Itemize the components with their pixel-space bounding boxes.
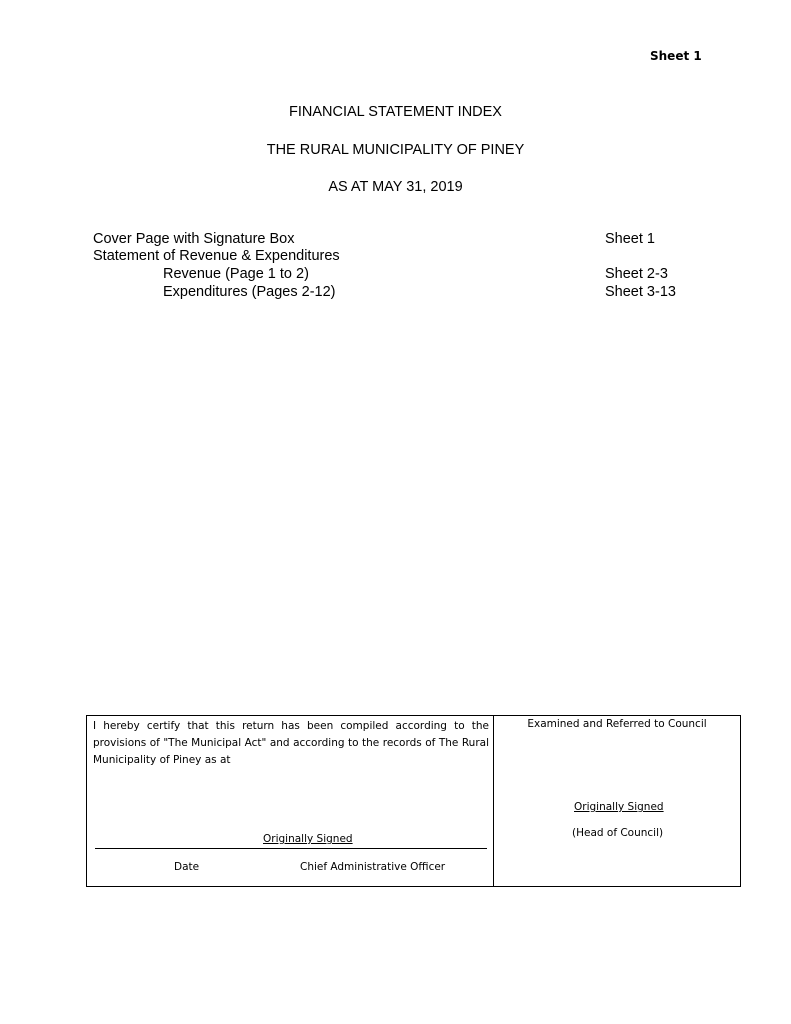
head-of-council-label: (Head of Council)	[572, 827, 664, 839]
council-panel	[494, 716, 740, 886]
index-item-label: Cover Page with Signature Box	[93, 231, 295, 247]
document-title: FINANCIAL STATEMENT INDEX	[289, 104, 502, 120]
signature-line	[95, 848, 487, 849]
municipality-name: THE RURAL MUNICIPALITY OF PINEY	[266, 142, 525, 158]
date-label: Date	[174, 861, 200, 873]
index-item-label: Expenditures (Pages 2-12)	[163, 284, 336, 300]
index-item-label: Revenue (Page 1 to 2)	[163, 266, 309, 282]
index-item-sheet: Sheet 3-13	[605, 284, 676, 300]
examined-label: Examined and Referred to Council	[527, 718, 707, 730]
signature-box	[86, 715, 741, 887]
index-item-sheet: Sheet 1	[605, 231, 655, 247]
cao-signed-note: Originally Signed	[263, 833, 353, 845]
council-signed-note: Originally Signed	[574, 801, 664, 813]
sheet-number: Sheet 1	[650, 49, 702, 63]
index-item-sheet: Sheet 2-3	[605, 266, 668, 282]
statement-date: AS AT MAY 31, 2019	[328, 179, 463, 195]
index-item-label: Statement of Revenue & Expenditures	[93, 248, 340, 264]
certification-panel	[87, 716, 494, 886]
certification-text: I hereby certify that this return has been compiled according to the provisions of "The Municipal Act" and according to the records of The Rural Municipality of Piney as at	[93, 720, 489, 766]
cao-label: Chief Administrative Officer	[300, 861, 446, 873]
